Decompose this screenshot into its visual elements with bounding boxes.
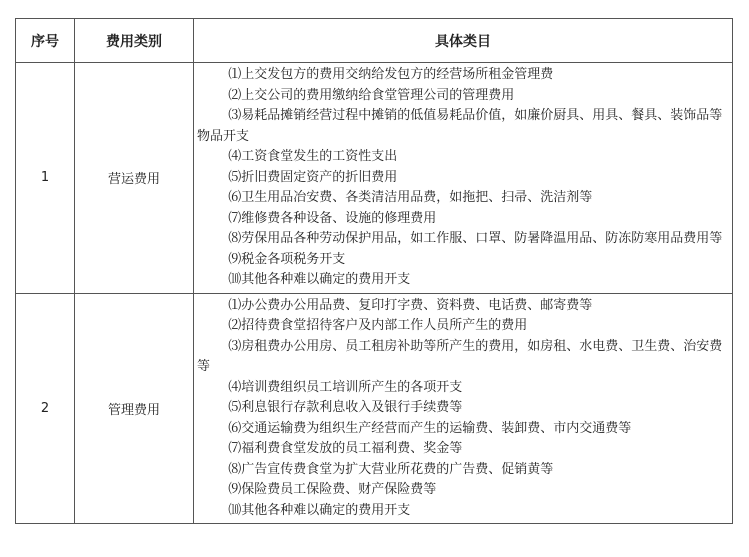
header-seq: 序号	[16, 19, 75, 63]
list-item: ⑷培训费组织员工培训所产生的各项开支	[228, 379, 463, 395]
list-item: ⑺福利费食堂发放的员工福利费、奖金等	[228, 441, 463, 456]
row-seq: 1	[16, 63, 75, 294]
list-item: ⑼保险费员工保险费、财产保险费等	[228, 482, 437, 497]
list-item: ⑹卫生用品冶安费、各类清洁用品费，如拖把、扫帚、洗洁剂等	[228, 190, 593, 205]
list-item: ⑵上交公司的费用缴纳给食堂管理公司的管理费用	[228, 87, 515, 103]
list-item: ⑶房租费办公用房、员工租房补助等所产生的费用，如房租、水电费、卫生费、治安费等	[197, 338, 723, 374]
list-item: ⑷工资食堂发生的工资性支出	[228, 149, 398, 164]
list-item: ⑸利息银行存款利息收入及银行手续费等	[228, 400, 463, 415]
list-item: ⑽其他各种难以确定的费用开支	[228, 272, 411, 287]
row-items	[194, 293, 733, 524]
list-item: ⑴上交发包方的费用交纳给发包方的经营场所租金管理费	[228, 67, 554, 82]
list-item: ⑸折旧费固定资产的折旧费用	[228, 169, 398, 185]
list-item: ⑼税金各项税务开支	[228, 251, 346, 267]
list-item: ⑽其他各种难以确定的费用开支	[228, 502, 411, 518]
header-category: 费用类别	[75, 19, 194, 63]
list-item: ⑶易耗品摊销经营过程中摊销的低值易耗品价值，如廉价厨具、用具、餐具、装饰品等物品开支	[197, 108, 723, 144]
list-item: ⑹交通运输费为组织生产经营而产生的运输费、装卸费、市内交通费等	[228, 420, 632, 436]
row-seq: 2	[16, 293, 75, 524]
list-item: ⑻劳保用品各种劳动保护用品，如工作服、口罩、防暑降温用品、防冻防寒用品费用等	[228, 231, 723, 246]
row-category: 管理费用	[75, 293, 194, 524]
expense-table-container	[15, 18, 732, 524]
list-item: ⑺维修费各种设备、设施的修理费用	[228, 210, 437, 226]
row-category: 营运费用	[75, 63, 194, 294]
list-item: ⑴办公费办公用品费、复印打字费、资料费、电话费、邮寄费等	[228, 297, 593, 313]
list-item: ⑵招待费食堂招待客户及内部工作人员所产生的费用	[228, 318, 528, 333]
expense-table	[15, 18, 733, 524]
row-items	[194, 63, 733, 294]
table-row	[16, 63, 733, 294]
list-item: ⑻广告宣传费食堂为扩大营业所花费的广告费、促销黄等	[228, 461, 554, 477]
header-items: 具体类目	[194, 19, 733, 63]
header-row	[16, 19, 733, 63]
table-row	[16, 293, 733, 524]
